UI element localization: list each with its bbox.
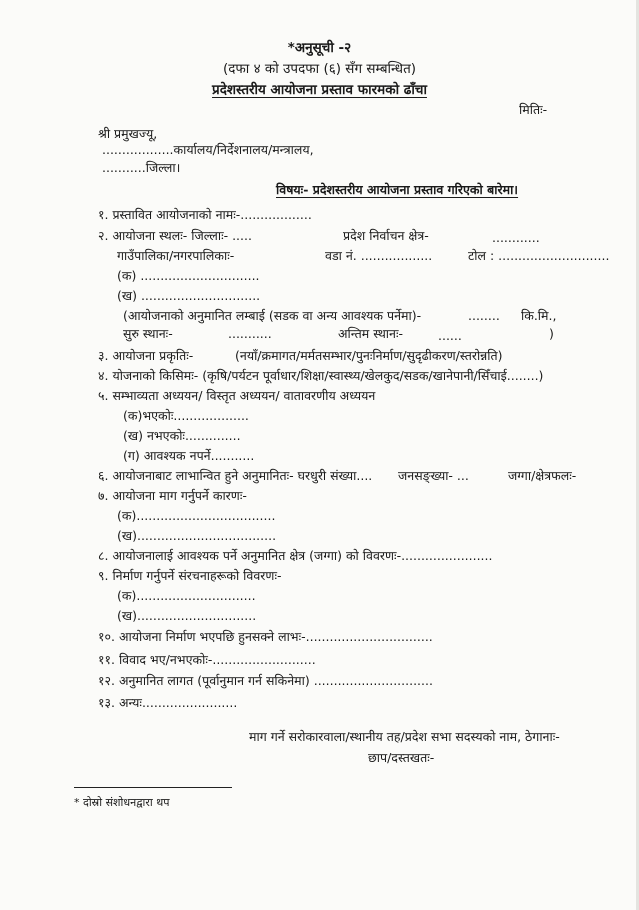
item-2-constituency-blank: ............ (492, 230, 540, 245)
item-13-other: १३. अन्यः........................ (98, 695, 238, 710)
item-2-end-blank: ...... (438, 328, 462, 343)
item-3-nature: ३. आयोजना प्रकृतिः- (98, 348, 194, 363)
schedule-heading: *अनुसूची -२ (287, 40, 352, 56)
item-2-sub-ka: (क) .............................. (117, 268, 260, 283)
item-6-population: जनसङ्ख्या- ... (398, 468, 469, 483)
item-6-beneficiaries: ६. आयोजनाबाट लाभान्वित हुने अनुमानितः- घरधुरी संख्या.... (98, 468, 373, 483)
item-9-sub-ka: (क).............................. (117, 588, 256, 603)
item-7-sub-ka: (क)................................... (117, 508, 276, 523)
item-5-sub-kha: (ख) नभएकोः.............. (123, 428, 241, 443)
section-reference: (दफा ४ को उपदफा (६) सँग सम्बन्धित) (222, 61, 417, 77)
signature-stamp: छाप/दस्तखतः- (368, 750, 435, 765)
item-2-length-label: (आयोजनाको अनुमानित लम्बाई (सडक वा अन्य आवश्यक पर्नेमा)- (123, 308, 422, 323)
item-5-study: ५. सम्भाव्यता अध्ययन/ विस्तृत अध्ययन/ वातावरणीय अध्ययन (98, 388, 376, 403)
footnote-divider (74, 787, 232, 788)
item-7-reason: ७. आयोजना माग गर्नुपर्ने कारणः- (98, 488, 247, 503)
item-3-options: (नयाँ/क्रमागत/मर्मतसम्भार/पुनःनिर्माण/सुदृढीकरण/स्तरोन्नति) (235, 348, 503, 363)
item-5-sub-ka: (क)भएकोः................... (123, 408, 249, 423)
item-12-estimated-cost: १२. अनुमानित लागत (पूर्वानुमान गर्न सकिनेमा) .............................. (98, 673, 433, 688)
item-2-tole: टोल : ............................ (468, 248, 610, 263)
item-5-sub-ga: (ग) आवश्यक नपर्ने........... (123, 448, 255, 463)
address-office: ..................कार्यालय/निर्देशनालय/मन्त्रालय, (102, 142, 314, 157)
item-2-municipality: गाउँपालिका/नगरपालिकाः- (117, 248, 235, 263)
item-4-type: ४. योजनाको किसिमः- (कृषि/पर्यटन पूर्वाधार/शिक्षा/स्वास्थ्य/खेलकुद/सडक/खानेपानी/सिँचाई........) (98, 368, 544, 383)
footnote: * दोस्रो संशोधनद्वारा थप (74, 796, 170, 809)
form-title: प्रदेशस्तरीय आयोजना प्रस्ताव फारमको ढाँचा (212, 82, 427, 98)
item-2-close-paren: ) (549, 326, 554, 341)
item-9-sub-kha: (ख).............................. (117, 608, 257, 623)
item-10-benefits: १०. आयोजना निर्माण भएपछि हुनसक्ने लाभः-................................ (98, 629, 433, 644)
address-salutation: श्री प्रमुखज्यू, (98, 126, 158, 141)
item-7-sub-kha: (ख)................................... (117, 528, 277, 543)
signature-requester: माग गर्ने सरोकारवाला/स्थानीय तह/प्रदेश सभा सदस्यको नाम, ठेगानाः- (249, 729, 560, 744)
item-2-constituency-label: प्रदेश निर्वाचन क्षेत्र- (343, 228, 429, 243)
item-1-project-name: १. प्रस्तावित आयोजनाको नामः-.................. (98, 207, 312, 222)
item-2-ward-no: वडा नं. .................. (325, 248, 433, 263)
date-label: मितिः- (519, 102, 548, 117)
item-2-end-label: अन्तिम स्थानः- (338, 326, 404, 341)
item-2-length-blank: ........ (468, 308, 500, 323)
address-district: ...........जिल्ला। (102, 160, 181, 175)
item-11-dispute: ११. विवाद भए/नभएकोः-.......................... (98, 652, 316, 667)
item-6-land-area: जग्गा/क्षेत्रफलः- (508, 468, 577, 483)
item-2-project-site: २. आयोजना स्थलः- जिल्लाः- ..... (98, 228, 252, 243)
item-8-land-details: ८. आयोजनालाई आवश्यक पर्ने अनुमानित क्षेत्र (जग्गा) को विवरणः-....................... (98, 548, 493, 563)
item-2-km-unit: कि.मि., (521, 308, 557, 323)
item-2-start-label: सुरु स्थानः- (123, 326, 173, 341)
item-9-structures: ९. निर्माण गर्नुपर्ने संरचनाहरूको विवरणः- (98, 568, 282, 583)
item-2-start-blank: ........... (228, 326, 272, 341)
subject-line: विषयः- प्रदेशस्तरीय आयोजना प्रस्ताव गरिएको बारेमा। (276, 182, 519, 197)
item-2-sub-kha: (ख) .............................. (117, 288, 261, 303)
